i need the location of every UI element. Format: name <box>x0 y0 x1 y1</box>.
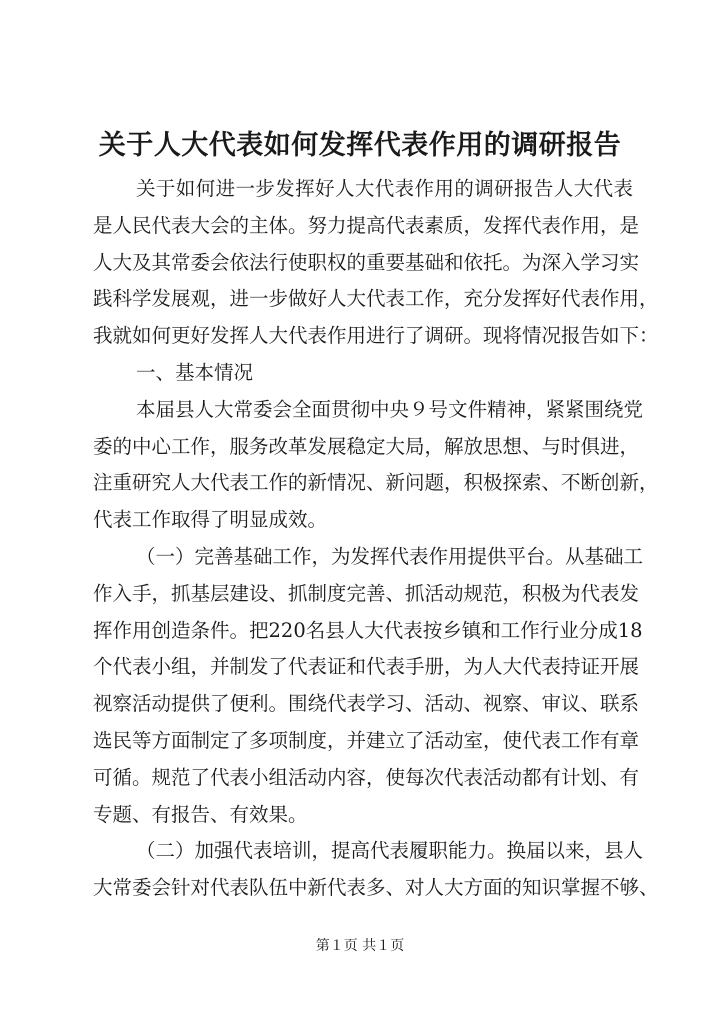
paragraph-line: 关于如何进一步发挥好人大代表作用的调研报告人大代表 <box>136 177 633 200</box>
paragraph-line: 作入手，抓基层建设、抓制度完善、抓活动规范，积极为代表发 <box>93 581 640 605</box>
paragraph-line: 大常委会针对代表队伍中新代表多、对人大方面的知识掌握不够、 <box>93 876 659 900</box>
paragraph-line: 人大及其常委会依法行使职权的重要基础和依托。为深入学习实 <box>93 250 640 274</box>
paragraph-line: 本届县人大常委会全面贯彻中央９号文件精神，紧紧围绕党 <box>136 397 644 421</box>
section-heading: 一、基本情况 <box>136 360 254 384</box>
paragraph-line: 挥作用创造条件。把220名县人大代表按乡镇和工作行业分成18 <box>93 618 643 642</box>
paragraph-line: 践科学发展观，进一步做好人大代表工作，充分发挥好代表作用， <box>93 287 659 311</box>
paragraph-line: 我就如何更好发挥人大代表作用进行了调研。现将情况报告如下： <box>93 324 659 348</box>
paragraph-line: （一）完善基础工作，为发挥代表作用提供平台。从基础工 <box>136 544 644 568</box>
document-body <box>93 171 659 907</box>
page-number: 第１页 共１页 <box>315 938 405 954</box>
document-title: 关于人大代表如何发挥代表作用的调研报告 <box>98 130 622 161</box>
paragraph-line: （二）加强代表培训，提高代表履职能力。换届以来，县人 <box>136 839 644 863</box>
paragraph-line: 选民等方面制定了多项制度，并建立了活动室，使代表工作有章 <box>93 728 640 752</box>
paragraph-line: 个代表小组，并制发了代表证和代表手册，为人大代表持证开展 <box>93 655 640 679</box>
paragraph-line: 可循。规范了代表小组活动内容，使每次代表活动都有计划、有 <box>93 765 640 789</box>
paragraph-line: 注重研究人大代表工作的新情况、新问题，积极探索、不断创新， <box>93 471 659 495</box>
paragraph-line: 专题、有报告、有效果。 <box>93 802 308 826</box>
paragraph-line: 是人民代表大会的主体。努力提高代表素质，发挥代表作用，是 <box>93 213 640 237</box>
paragraph-line: 视察活动提供了便利。围绕代表学习、活动、视察、审议、联系 <box>93 692 640 716</box>
paragraph-line: 委的中心工作，服务改革发展稳定大局，解放思想、与时俱进， <box>93 434 640 458</box>
paragraph-line: 代表工作取得了明显成效。 <box>93 508 328 532</box>
